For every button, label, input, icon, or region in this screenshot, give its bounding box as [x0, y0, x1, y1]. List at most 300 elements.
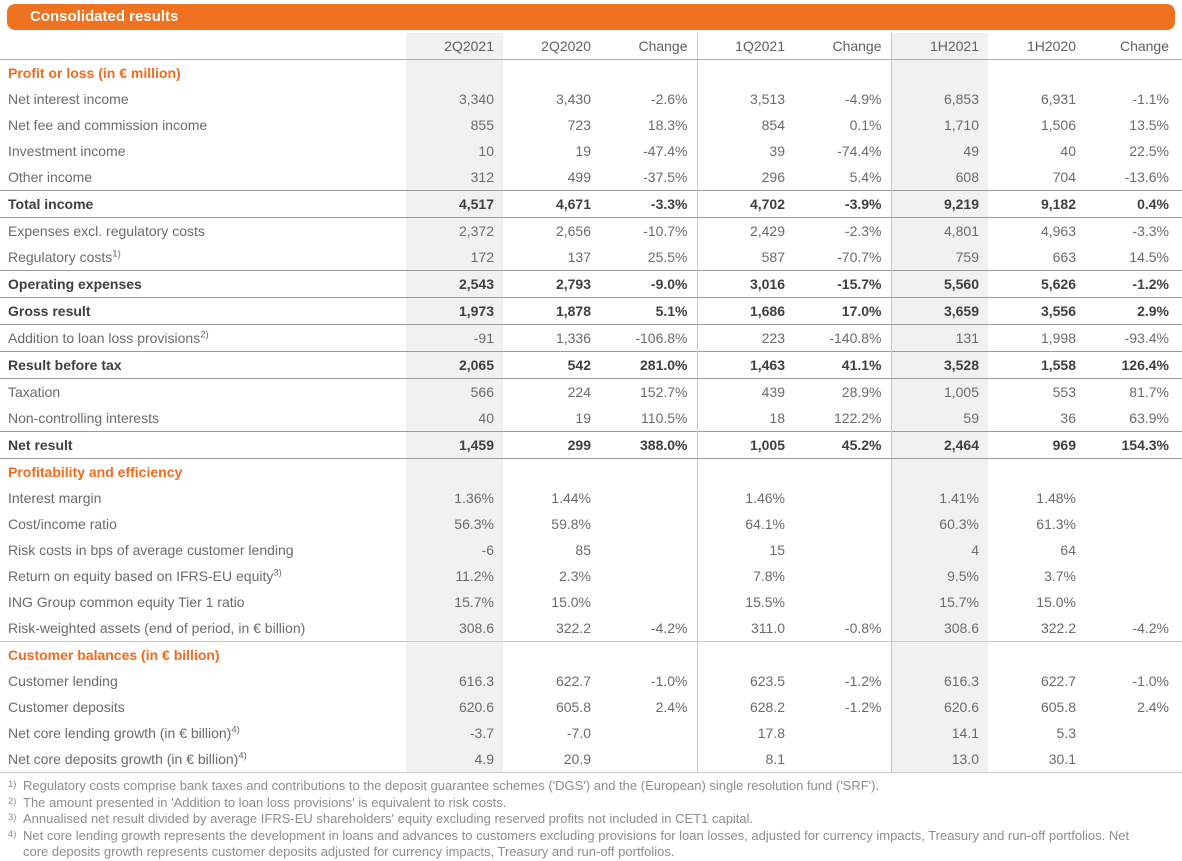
cell: -3.3% [1132, 223, 1169, 239]
cell: 61.3% [1036, 516, 1076, 532]
section-header-filler [503, 642, 600, 669]
row-label: Operating expenses [0, 271, 406, 298]
cell: 616.3 [891, 668, 988, 694]
cell: -106.8% [600, 325, 697, 352]
section-header-filler [600, 60, 697, 87]
title-bar [7, 4, 1175, 30]
cell: 7.8% [753, 568, 785, 584]
row-label: Investment income [8, 143, 126, 159]
cell: -1.0% [600, 668, 697, 694]
cell: 553 [1052, 384, 1076, 400]
cell [794, 589, 891, 615]
footnote-ref: 4) [238, 750, 247, 762]
row-label: Result before tax [0, 352, 406, 379]
cell: -4.2% [600, 615, 697, 642]
cell: 13.0 [891, 746, 988, 773]
footnote-text: Annualised net result divided by average IFRS-EU shareholders' equity excluding reserved profits not included in CET1 capital. [23, 811, 754, 826]
cell: 0.1% [794, 112, 891, 138]
cell: 1,005 [697, 432, 794, 459]
section-header-filler [600, 642, 697, 669]
section-header-filler [503, 459, 600, 486]
cell: 18 [769, 410, 785, 426]
section-header: Profitability and efficiency [8, 464, 183, 480]
cell: 11.2% [406, 563, 503, 589]
row-label: ING Group common equity Tier 1 ratio [8, 594, 245, 610]
table-row [0, 746, 1182, 773]
cell: 6,853 [891, 86, 988, 112]
cell: 2.4% [1137, 699, 1169, 715]
cell [794, 720, 891, 746]
cell: -10.7% [600, 218, 697, 245]
column-header: Change [600, 33, 697, 60]
cell: 4,671 [503, 191, 600, 218]
cell: 40 [406, 405, 503, 432]
cell: 1,558 [988, 352, 1085, 379]
cell: 1.36% [406, 485, 503, 511]
cell: 1.44% [551, 490, 591, 506]
section-header-filler [891, 60, 988, 87]
cell: 1,459 [406, 432, 503, 459]
cell: 0.4% [1085, 191, 1182, 218]
column-header-empty [0, 33, 406, 60]
results-table [0, 33, 1182, 773]
cell: 1.41% [891, 485, 988, 511]
section-header-filler [503, 60, 600, 87]
table-row [0, 563, 1182, 589]
cell: 4 [891, 537, 988, 563]
cell [1085, 485, 1182, 511]
cell [600, 537, 697, 563]
cell: 1,973 [406, 298, 503, 325]
cell: 49 [891, 138, 988, 164]
cell: 14.1 [891, 720, 988, 746]
cell: -15.7% [794, 271, 891, 298]
cell: -91 [406, 325, 503, 352]
section-header-filler [988, 642, 1085, 669]
cell: 223 [761, 330, 785, 346]
cell: 13.5% [1129, 117, 1169, 133]
cell: 2,543 [406, 271, 503, 298]
cell: 605.8 [555, 699, 591, 715]
footnote [8, 828, 1133, 861]
row-label: Customer lending [8, 673, 118, 689]
cell: 388.0% [600, 432, 697, 459]
cell: 45.2% [794, 432, 891, 459]
cell [794, 485, 891, 511]
column-header: Change [794, 33, 891, 60]
cell: 3,659 [891, 298, 988, 325]
cell: 3,430 [555, 91, 591, 107]
cell: 8.1 [697, 746, 794, 773]
table-row [0, 537, 1182, 563]
row-label: Non-controlling interests [8, 410, 159, 426]
section-header-row [0, 642, 1182, 669]
cell: 2,656 [555, 223, 591, 239]
cell: 3,513 [749, 91, 785, 107]
column-header-row [0, 33, 1182, 60]
row-label: Risk-weighted assets (end of period, in € billion) [0, 615, 406, 642]
cell: -1.2% [794, 694, 891, 720]
cell: 4,801 [891, 218, 988, 245]
section-header-filler [697, 642, 794, 669]
cell: 587 [761, 249, 785, 265]
table-row [0, 432, 1182, 459]
section-header-filler [697, 60, 794, 87]
section-header-filler [794, 60, 891, 87]
table-row [0, 164, 1182, 191]
cell: 311.0 [697, 615, 794, 642]
row-label: Cost/income ratio [8, 516, 117, 532]
cell: 5,626 [988, 271, 1085, 298]
cell: 4.9 [406, 746, 503, 773]
cell [1085, 511, 1182, 537]
section-header-filler [1085, 60, 1182, 87]
cell: 969 [988, 432, 1085, 459]
cell [1085, 537, 1182, 563]
footnote-marker: 3) [8, 812, 17, 823]
cell: 2,372 [406, 218, 503, 245]
section-header-filler [988, 459, 1085, 486]
column-header: 2Q2020 [503, 33, 600, 60]
cell: 56.3% [406, 511, 503, 537]
cell [1085, 746, 1182, 773]
cell [600, 746, 697, 773]
cell: 5,560 [891, 271, 988, 298]
cell [600, 511, 697, 537]
cell: 308.6 [406, 615, 503, 642]
cell: -1.1% [1132, 91, 1169, 107]
cell: 59.8% [551, 516, 591, 532]
cell: 542 [503, 352, 600, 379]
footnote [8, 795, 1133, 812]
footnote-marker: 2) [8, 795, 17, 807]
cell: 2,429 [749, 223, 785, 239]
cell: 63.9% [1129, 410, 1169, 426]
cell [600, 563, 697, 589]
cell: -7.0 [566, 725, 591, 741]
row-label: Interest margin [8, 490, 102, 506]
table-row [0, 352, 1182, 379]
cell: 17.8 [757, 725, 785, 741]
cell: 312 [406, 164, 503, 191]
cell [600, 589, 697, 615]
cell: 759 [891, 244, 988, 271]
cell: 704 [1052, 169, 1076, 185]
section-header-filler [1085, 459, 1182, 486]
cell: 1.46% [745, 490, 785, 506]
cell: 22.5% [1129, 143, 1169, 159]
section-header-filler [794, 642, 891, 669]
cell: 152.7% [600, 379, 697, 406]
section-header-filler [891, 642, 988, 669]
cell: 19 [575, 410, 591, 426]
cell: 499 [567, 169, 591, 185]
table-row [0, 138, 1182, 164]
cell [1085, 720, 1182, 746]
section-header-row [0, 459, 1182, 486]
row-label: Gross result [0, 298, 406, 325]
row-label: Other income [8, 169, 93, 185]
cell: 1,005 [891, 379, 988, 406]
column-header: 1H2021 [891, 33, 988, 60]
cell: 2,464 [891, 432, 988, 459]
cell: 224 [567, 384, 591, 400]
cell: 608 [891, 164, 988, 191]
cell: 3.7% [1044, 568, 1076, 584]
cell: 1,710 [891, 112, 988, 138]
cell: 25.5% [600, 244, 697, 271]
table-body [0, 60, 1182, 773]
cell: 4,702 [697, 191, 794, 218]
cell: -4.2% [1085, 615, 1182, 642]
table-row [0, 191, 1182, 218]
footnote-ref: 1) [112, 248, 121, 260]
cell: 4,517 [406, 191, 503, 218]
cell: 18.3% [600, 112, 697, 138]
cell: -140.8% [794, 325, 891, 352]
cell: -13.6% [1124, 169, 1169, 185]
row-label: Net result [0, 432, 406, 459]
cell: 620.6 [406, 694, 503, 720]
cell: 20.9 [503, 746, 600, 773]
cell: 10 [406, 138, 503, 164]
cell: 3,340 [406, 86, 503, 112]
cell: 663 [1052, 249, 1076, 265]
cell: 566 [406, 379, 503, 406]
section-header-filler [1085, 642, 1182, 669]
cell: 622.7 [1040, 673, 1076, 689]
table-row [0, 615, 1182, 642]
footnote-text: The amount presented in 'Addition to loan loss provisions' is equivalent to risk costs. [23, 794, 507, 810]
cell: 1,878 [503, 298, 600, 325]
cell [1085, 563, 1182, 589]
row-label: Net fee and commission income [8, 117, 208, 133]
section-header-filler [406, 60, 503, 87]
row-label: Expenses excl. regulatory costs [8, 223, 205, 239]
cell: -70.7% [794, 244, 891, 271]
cell: 172 [406, 244, 503, 271]
cell: 81.7% [1129, 384, 1169, 400]
footnote [8, 778, 1133, 795]
cell: 2.9% [1085, 298, 1182, 325]
cell: 1.48% [1036, 490, 1076, 506]
table-row [0, 694, 1182, 720]
cell: -9.0% [600, 271, 697, 298]
cell: 15.7% [406, 589, 503, 615]
column-header: Change [1085, 33, 1182, 60]
cell [794, 563, 891, 589]
cell: 126.4% [1085, 352, 1182, 379]
cell: 9,219 [891, 191, 988, 218]
cell: -3.9% [794, 191, 891, 218]
column-header: 1Q2021 [697, 33, 794, 60]
cell: 616.3 [406, 668, 503, 694]
footnote-ref: 4) [231, 724, 240, 736]
table-row [0, 405, 1182, 432]
cell: 281.0% [600, 352, 697, 379]
cell: 623.5 [749, 673, 785, 689]
row-label: Taxation [8, 384, 61, 400]
section-header-filler [988, 60, 1085, 87]
row-label: Total income [0, 191, 406, 218]
column-header: 2Q2021 [406, 33, 503, 60]
cell: 322.2 [503, 615, 600, 642]
cell: 5.1% [600, 298, 697, 325]
cell: 19 [575, 143, 591, 159]
cell [600, 720, 697, 746]
cell: 30.1 [988, 746, 1085, 773]
cell: 1,686 [697, 298, 794, 325]
footnotes [8, 778, 1133, 861]
cell: 1,506 [1040, 117, 1076, 133]
cell: -6 [406, 537, 503, 563]
cell: -2.3% [794, 218, 891, 245]
cell: -1.2% [1085, 271, 1182, 298]
cell: 17.0% [794, 298, 891, 325]
cell: 308.6 [891, 615, 988, 642]
table-row [0, 86, 1182, 112]
cell: 299 [503, 432, 600, 459]
cell [794, 511, 891, 537]
cell: 622.7 [555, 673, 591, 689]
section-header-filler [406, 642, 503, 669]
row-label: Customer deposits [8, 699, 125, 715]
cell: 322.2 [988, 615, 1085, 642]
cell: 64.1% [745, 516, 785, 532]
table-row [0, 244, 1182, 271]
row-label: Regulatory costs$^{1)}$ [8, 248, 121, 265]
cell: 1,336 [555, 330, 591, 346]
table-row [0, 325, 1182, 352]
cell: 39 [769, 143, 785, 159]
table-row [0, 668, 1182, 694]
table-row [0, 720, 1182, 746]
footnote [8, 811, 1133, 828]
cell: 3,556 [988, 298, 1085, 325]
cell: -0.8% [794, 615, 891, 642]
cell: 9,182 [988, 191, 1085, 218]
footnote-marker: 4) [8, 828, 17, 840]
cell: -1.0% [1132, 673, 1169, 689]
section-header-filler [891, 459, 988, 486]
table-head [0, 33, 1182, 60]
table-row [0, 271, 1182, 298]
cell: 1,463 [697, 352, 794, 379]
table-row [0, 379, 1182, 406]
cell: 620.6 [891, 694, 988, 720]
cell: 85 [575, 542, 591, 558]
section-header: Profit or loss (in € million) [8, 65, 181, 81]
cell: 605.8 [1040, 699, 1076, 715]
cell: 854 [761, 117, 785, 133]
cell: 2.4% [600, 694, 697, 720]
section-header-filler [697, 459, 794, 486]
table-row [0, 112, 1182, 138]
cell: 131 [891, 325, 988, 352]
cell: 4,963 [1040, 223, 1076, 239]
cell: 2.3% [559, 568, 591, 584]
table-row [0, 589, 1182, 615]
footnote-marker: 1) [8, 779, 17, 790]
cell: -3.3% [600, 191, 697, 218]
row-label: Return on equity based on IFRS-EU equity$^{3)}$ [8, 567, 282, 584]
cell: 3,528 [891, 352, 988, 379]
cell: 15.0% [551, 594, 591, 610]
cell [794, 746, 891, 773]
cell: 5.3 [1056, 725, 1076, 741]
cell: 64 [1060, 542, 1076, 558]
cell: 15.0% [1036, 594, 1076, 610]
cell: 6,931 [1040, 91, 1076, 107]
section-header-filler [794, 459, 891, 486]
page-title: Consolidated results [30, 8, 179, 25]
cell: 855 [406, 112, 503, 138]
cell: -37.5% [600, 164, 697, 191]
cell [1085, 589, 1182, 615]
cell: 5.4% [794, 164, 891, 191]
footnote-ref: 2) [200, 329, 209, 341]
cell: -2.6% [600, 86, 697, 112]
cell: 628.2 [749, 699, 785, 715]
cell: 137 [567, 249, 591, 265]
section-header-row [0, 60, 1182, 87]
cell: 3,016 [697, 271, 794, 298]
row-label: Net core lending growth (in € billion)$^{4)}$ [8, 724, 240, 741]
section-header: Customer balances (in € billion) [8, 647, 220, 663]
footnote-text: Regulatory costs comprise bank taxes and contributions to the deposit guarantee schemes ('DGS') and the (European) single resolution fund ('SRF'). [23, 778, 880, 793]
cell: 2,793 [503, 271, 600, 298]
row-label: Net interest income [8, 91, 129, 107]
row-label: Addition to loan loss provisions$^{2)}$ [8, 329, 209, 346]
cell [794, 537, 891, 563]
cell: -47.4% [600, 138, 697, 164]
cell: 59 [891, 405, 988, 432]
cell: 2,065 [406, 352, 503, 379]
cell: 14.5% [1129, 249, 1169, 265]
cell: -4.9% [794, 86, 891, 112]
cell: 40 [1060, 143, 1076, 159]
table-row [0, 298, 1182, 325]
table-row [0, 511, 1182, 537]
cell: 15 [769, 542, 785, 558]
section-header-filler [406, 459, 503, 486]
cell: 296 [761, 169, 785, 185]
cell: 60.3% [891, 511, 988, 537]
table-row [0, 485, 1182, 511]
cell: 110.5% [600, 405, 697, 432]
cell [600, 485, 697, 511]
cell: 41.1% [794, 352, 891, 379]
cell: 439 [761, 384, 785, 400]
cell: 28.9% [794, 379, 891, 406]
cell: -74.4% [794, 138, 891, 164]
cell: 15.7% [891, 589, 988, 615]
row-label: Net core deposits growth (in € billion)$^{4)}$ [0, 746, 406, 773]
column-header: 1H2020 [988, 33, 1085, 60]
cell: 36 [1060, 410, 1076, 426]
cell: 1,998 [1040, 330, 1076, 346]
cell: 122.2% [794, 405, 891, 432]
cell: 723 [567, 117, 591, 133]
cell: 9.5% [891, 563, 988, 589]
cell: 15.5% [745, 594, 785, 610]
section-header-filler [600, 459, 697, 486]
cell: -93.4% [1124, 330, 1169, 346]
cell: 154.3% [1085, 432, 1182, 459]
row-label: Risk costs in bps of average customer lending [8, 542, 294, 558]
cell: -3.7 [406, 720, 503, 746]
cell: -1.2% [794, 668, 891, 694]
